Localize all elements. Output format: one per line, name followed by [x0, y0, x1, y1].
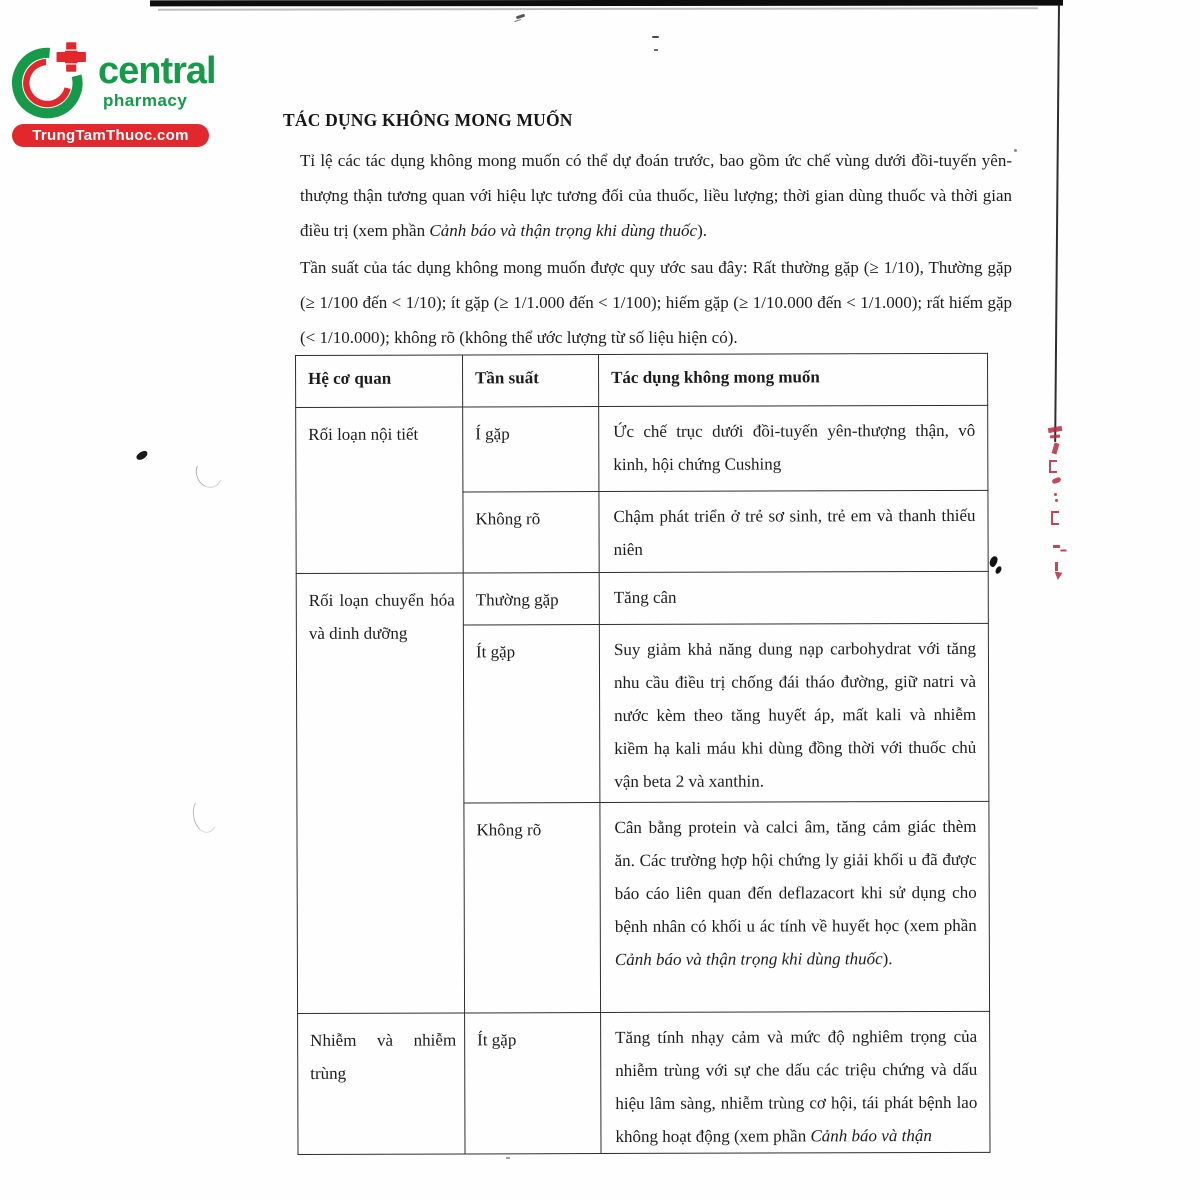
red-stamp-marks — [1044, 424, 1070, 664]
scan-speck — [652, 36, 659, 38]
section-title: TÁC DỤNG KHÔNG MONG MUỐN — [283, 110, 573, 130]
adverse-effects-table — [295, 353, 991, 1155]
logo-sub-text: pharmacy — [103, 91, 188, 110]
ink-blot-left — [135, 450, 149, 462]
effect-text-tail: ). — [882, 949, 893, 969]
scan-edge-top — [150, 0, 1063, 6]
scan-arc-mark-2 — [190, 795, 220, 835]
scan-arc-mark-1 — [192, 454, 227, 491]
logo-badge — [12, 124, 209, 147]
organ-cell-infections: Nhiễm và nhiễm trùng — [298, 1013, 465, 1155]
effect-cell — [601, 1011, 990, 1153]
effect-cell — [599, 571, 988, 624]
effect-text: Cân bằng protein và calci âm, tăng cảm giác thèm ăn. Các trường hợp hội chứng ly giải khối u đã được báo cáo liên quan đến deflazacort khi sử dụng cho bệnh nhân có khối u ác tính về huyết học (xem phần — [614, 816, 977, 936]
organ-cell-endocrine: Rối loạn nội tiết — [296, 407, 464, 574]
document-content — [283, 110, 1023, 1155]
frequency-cell: Thường gặp — [463, 573, 599, 625]
central-pharmacy-watermark — [12, 36, 232, 147]
table-row — [296, 571, 988, 625]
scan-speck — [506, 1157, 510, 1159]
paragraph-intro-tail: ). — [697, 221, 708, 240]
scan-speck — [516, 14, 525, 20]
scan-edge-top-thin — [158, 7, 1038, 10]
column-header-frequency: Tần suất — [463, 355, 599, 407]
scan-edge-right — [1054, 4, 1060, 442]
frequency-cell: Không rõ — [464, 803, 601, 1013]
effect-text: Chậm phát triển ở trẻ sơ sinh, trẻ em và thanh thiếu niên — [613, 505, 976, 559]
effect-cell — [599, 623, 989, 802]
table-header-row — [296, 353, 988, 407]
paragraph-intro — [300, 143, 1012, 248]
paragraph-intro-text: Tỉ lệ các tác dụng không mong muốn có thể dự đoán trước, bao gồm ức chế vùng dưới đồi-tuyến yên-thượng thận tương quan với hiệu lực tương đối của thuốc, liều lượng; thời gian dùng thuốc và thời gian điều trị (xem phần — [300, 151, 1012, 240]
effect-text-italic-ref: Cảnh báo và thận — [810, 1126, 932, 1146]
effect-cell — [599, 490, 988, 572]
table-row — [298, 1011, 990, 1154]
effect-text: Ức chế trục dưới đồi-tuyến yên-thượng thận, vô kinh, hội chứng Cushing — [613, 420, 976, 475]
effect-text: Tăng tính nhạy cảm và mức độ nghiêm trọng của nhiễm trùng với sự che dấu các triệu chứng và dấu hiệu lâm sàng, nhiễm trùng cơ hội, tái phát bệnh lao không hoạt động (xem phần — [615, 1026, 978, 1146]
effect-text-italic-ref: Cảnh báo và thận trọng khi dùng thuốc — [614, 949, 883, 969]
effect-cell — [599, 405, 988, 491]
scan-speck — [654, 49, 658, 51]
logo-badge-text: TrungTamThuoc.com — [32, 127, 189, 144]
frequency-cell: Í gặp — [463, 407, 599, 492]
effect-text: Tăng cân — [613, 587, 677, 607]
table-row — [296, 405, 988, 492]
frequency-cell: Ít gặp — [463, 625, 600, 803]
effect-cell — [600, 801, 990, 1012]
column-header-effect: Tác dụng không mong muốn — [599, 353, 988, 406]
organ-cell-metabolism: Rối loạn chuyển hóa và dinh dưỡng — [296, 573, 464, 1014]
column-header-organ: Hệ cơ quan — [296, 355, 463, 408]
logo-brand-text: central — [98, 50, 216, 92]
frequency-cell: Không rõ — [463, 492, 599, 573]
frequency-cell: Ít gặp — [465, 1013, 601, 1154]
paragraph-intro-italic-ref: Cảnh báo và thận trọng khi dùng thuốc — [429, 221, 698, 240]
paragraph-frequency-convention: Tần suất của tác dụng không mong muốn được quy ước sau đây: Rất thường gặp (≥ 1/10), Thường gặp (≥ 1/100 đến < 1/10); ít gặp (≥ 1/1.000 đến < 1/100); hiếm gặp (≥ 1/10.000 đến < 1/1.000); rất hiếm gặp (< 1/10.000); không rõ (không thể ước lượng từ số liệu hiện có). — [300, 258, 1012, 347]
effect-text: Suy giảm khả năng dung nạp carbohydrat với tăng nhu cầu điều trị chống đái tháo đường, giữ natri và nước kèm theo tăng huyết áp, mất kali và nhiễm kiềm hạ kali máu khi dùng đồng thời với thuốc chủ vận beta 2 và xanthin. — [613, 638, 977, 791]
central-pharmacy-logo-icon — [12, 36, 96, 120]
